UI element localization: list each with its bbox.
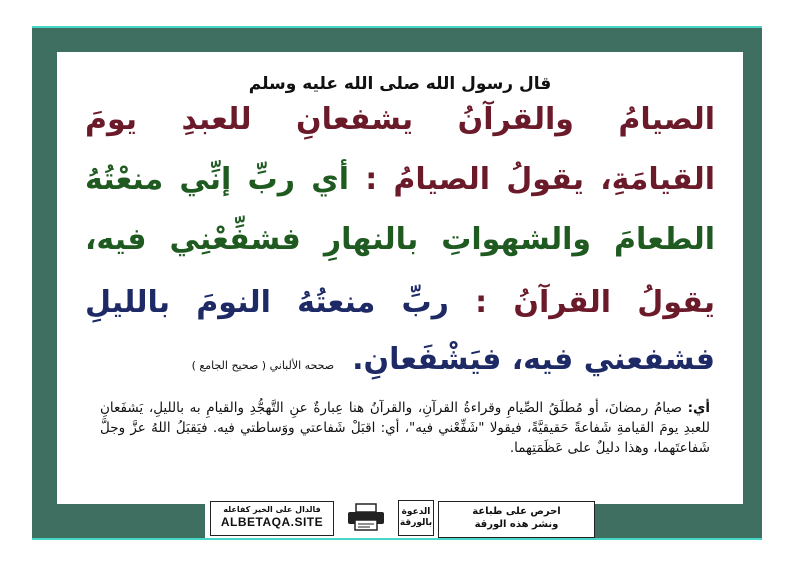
footer-site-url[interactable]: ALBETAQA.SITE (220, 515, 324, 529)
footer-site (210, 501, 334, 536)
footer-print-line-1: احرص على طباعة (472, 506, 561, 517)
explanation-text: صيامُ رمضانَ، أو مُطلَقُ الصِّيامِ وقراءةُ القرآنِ، والقرآنُ هنا عِبارةٌ عنِ التَّهجُّدِ والقيامِ به بالليلِ، يَشفَعانِ للعبدِ يومَ القيامةِ شَفاعةً حَقيقيَّةً، فيقولا "شَفِّعْني فيه"، أي: اقبَلْ شَفاعتي ووَساطتي فيه. فيَقبَلُ اللهُ عزَّ وجلَّ شَفاعتَهما، وهذا دليلٌ على عَظَمَتِهما. (100, 400, 710, 456)
hadith-line-4 (85, 283, 715, 323)
hadith-line-2b: أي ربِّ إنِّي منعْتُهُ (85, 162, 349, 197)
hadith-reference: صححه الألباني ( صحيح الجامع ) (191, 359, 335, 372)
explanation-label: أي: (687, 400, 710, 416)
intro-text: قال رسول الله صلى الله عليه وسلم (248, 74, 552, 94)
hadith-line-2a: القيامَةِ، يقولُ الصيامُ : (348, 162, 716, 197)
footer-print-note (438, 501, 595, 538)
hadith-line-5 (85, 340, 715, 386)
hadith-line-1: الصيامُ والقرآنُ يشفعانِ للعبدِ يومَ (85, 102, 715, 137)
explanation-paragraph (100, 398, 710, 458)
printer-icon (342, 502, 390, 532)
hadith-line-4a: يقولُ القرآنُ : (448, 285, 715, 320)
footer-site-tagline: فالدال على الخير كفاعله (223, 505, 321, 514)
dawah-logo (398, 500, 434, 536)
footer-print-line-2: ونشر هذه الورقة (474, 519, 559, 530)
logo-line-1: الدعوة (401, 507, 431, 517)
hadith-line-5-text: فشفعني فيه، فيَشْفَعانِ. (352, 342, 715, 377)
logo-line-2: بالورقة (399, 518, 433, 528)
hadith-line-4b: ربِّ منعتُهُ النومَ بالليلِ (85, 285, 449, 320)
hadith-line-3: الطعامَ والشهواتِ بالنهارِ فشفِّعْنِي فيه، (85, 222, 715, 257)
hadith-line-2 (85, 160, 715, 200)
frame-bottom-accent (32, 538, 762, 540)
